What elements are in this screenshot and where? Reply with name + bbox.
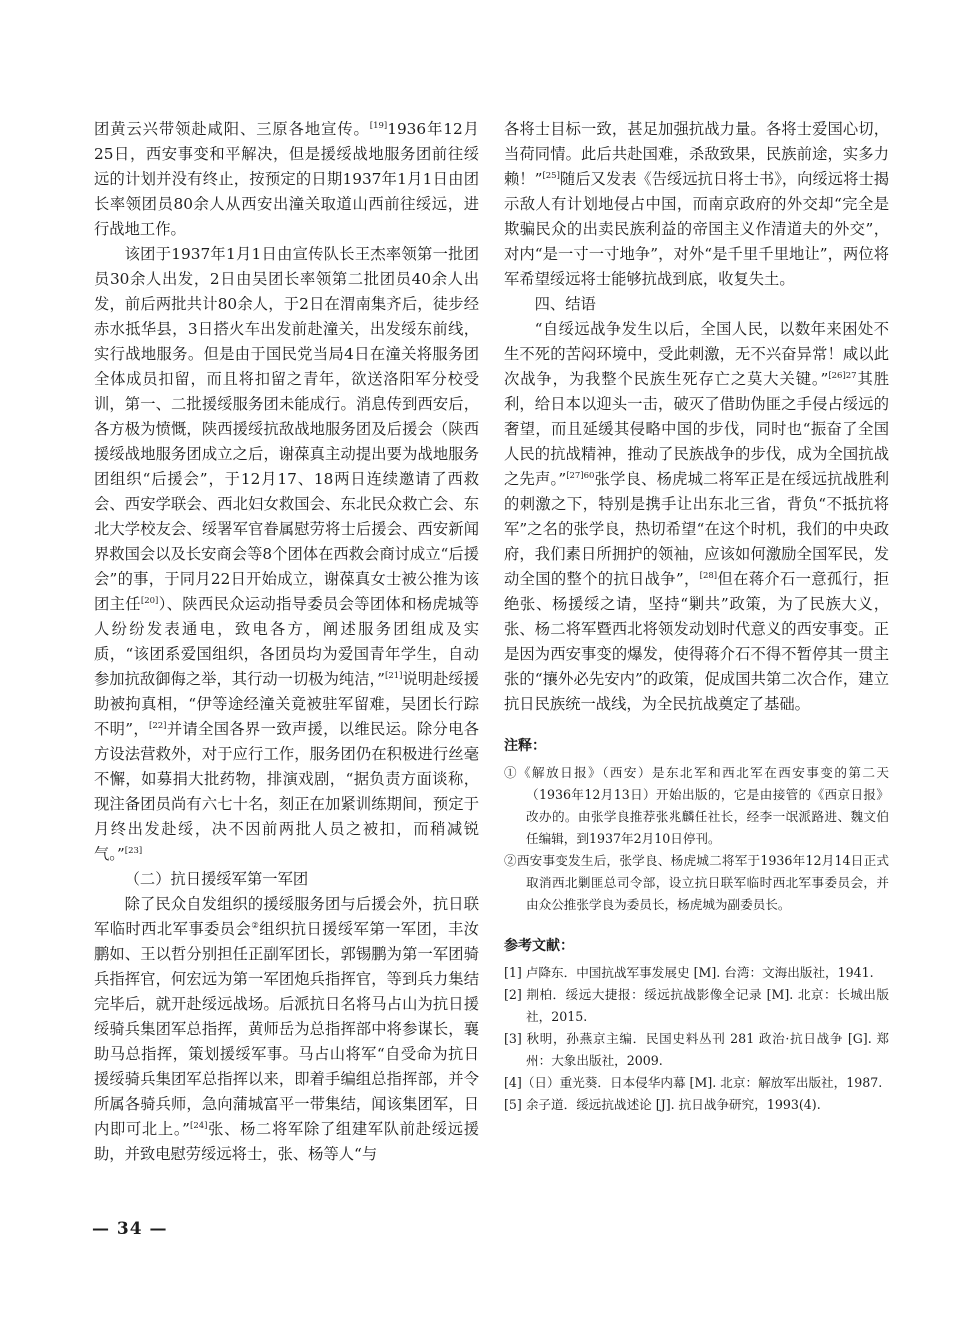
body-text: “自绥远战争发生以后，全国人民，以数年来困处不生不死的苦闷环境中，受此刺激，无不兴奋异常！咸以此次战争，为我整个民族生死存亡之莫大关键。” bbox=[504, 320, 889, 388]
section-heading: 四、结语 bbox=[534, 295, 596, 313]
citation-mark: [22] bbox=[149, 720, 167, 731]
citation-mark: [25] bbox=[542, 170, 560, 181]
body-text: 除了民众自发组织的援绥服务团与后援会外，抗日联军临时西北军事委员会 bbox=[94, 895, 479, 938]
body-text: 随后又发表《告绥远抗日将士书》，向绥远将士揭示敌人有计划地侵占中国，而南京政府的外交却“完全是欺骗民众的出卖民族利益的帝国主义作清道夫的外交”，对内“是一寸一寸地争”，对外“是千里千里地让”，两位将军希望绥远将士能够抗战到底，收复失土。 bbox=[504, 170, 889, 288]
citation-mark: [27]60 bbox=[566, 470, 595, 481]
citation-mark: [26]27 bbox=[828, 370, 857, 381]
citation-mark: [20] bbox=[140, 595, 159, 606]
body-text: 并请全国各界一致声援，以维民运。除分电各方设法营救外，对于应行工作，服务团仍在积极进行丝毫不懈，如募捐大批药物，排演戏剧，“据负责方面谈称，现注备团员尚有六七十名，刻正在加紧训练期间，预定于月终出发赴绥，决不因前两批人员之被扣，而稍减锐气。” bbox=[94, 720, 479, 863]
reference-item: [5] 余子道．绥远抗战述论 [J]. 抗日战争研究，1993(4). bbox=[504, 1097, 821, 1112]
citation-mark: [24] bbox=[190, 1120, 208, 1131]
subsection-heading: （二）抗日援绥军第一军团 bbox=[124, 870, 309, 888]
citation-mark: [21] bbox=[385, 670, 403, 681]
body-text: 张学良、杨虎城二将军正是在绥远抗战胜利的刺激之下，特别是携手让出东北三省，背负“不抵抗将军”之名的张学良，热切希望“在这个时机，我们的中央政府，我们素日所拥护的领袖，应该如何激励全国军民，发动全国的整个的抗日战争”， bbox=[504, 470, 889, 588]
paragraph bbox=[504, 117, 889, 292]
body-text: 其胜利，给日本以迎头一击，破灭了借助伪匪之手侵占绥远的奢望，而且延缓其侵略中国的步伐，同时也“振奋了全国人民的抗战精神，推动了民族战争的步伐，成为全国抗战之先声。” bbox=[504, 370, 889, 488]
paragraph bbox=[504, 317, 889, 717]
note-item: ①《解放日报》（西安）是东北军和西北军在西安事变的第二天（1936年12月13日）开始出版的，它是由接管的《西京日报》改办的。由张学良推荐张兆麟任社长，经李一氓派路进、魏文伯任编辑，到1937年2月10日停刊。 bbox=[504, 765, 889, 846]
reference-item: [4]（日）重光葵．日本侵华内幕 [M]. 北京：解放军出版社，1987. bbox=[504, 1075, 883, 1090]
right-column bbox=[504, 117, 889, 1116]
paragraph bbox=[94, 117, 479, 242]
reference-item: [1] 卢降东．中国抗战军事发展史 [M]. 台湾：文海出版社，1941. bbox=[504, 965, 874, 980]
reference-item: [3] 秋明，孙燕京主编．民国史料丛刊 281 政治·抗日战争 [G]. 郑州：大象出版社，2009. bbox=[504, 1031, 889, 1068]
citation-mark: [28] bbox=[699, 570, 718, 581]
reference-item: [2] 荆柏．绥远大捷报：绥远抗战影像全记录 [M]. 北京：长城出版社，2015. bbox=[504, 987, 889, 1024]
references-heading: 参考文献： bbox=[504, 938, 574, 954]
body-text: 说明赴绥援助被拘真相，“伊等途经潼关竟被驻军留难，吴团长行踪不明”， bbox=[94, 670, 479, 738]
body-text: 各将士目标一致，甚足加强抗战力量。各将士爱国心切，当荷同情。此后共赴国难，杀敌致果，民族前途，实多力赖！” bbox=[504, 120, 889, 188]
paragraph bbox=[94, 242, 479, 867]
paragraph bbox=[94, 892, 479, 1167]
notes-heading: 注释： bbox=[504, 738, 546, 754]
body-text: 该团于1937年1月1日由宣传队长王杰率领第一批团员30余人出发，2日由吴团长率领第二批团员40余人出发，前后两批共计80余人，于2日在渭南集齐后，徒步经赤水抵华县，3日搭火车出发前赴潼关，出发绥东前线，实行战地服务。但是由于国民党当局4日在潼关将服务团全体成员扣留，而且将扣留之青年，欲送洛阳军分校受训，第一、二批援绥服务团未能成行。消息传到西安后，各方极为愤慨，陕西援绥抗敌战地服务团及后援会（陕西援绥战地服务团成立之后，谢葆真主动提出要为战地服务团组织“后援会”，于12月17、18两日连续邀请了西救会、西安学联会、西北妇女救国会、东北民众救亡会、东北大学校友会、绥署军官眷属慰劳将士后援会、西安新闻界救国会以及长安商会等8个团体在西救会商讨成立“后援会”的事，于同月22日开始成立，谢葆真女士被公推为该团主任 bbox=[94, 245, 479, 613]
body-text: 张、杨二将军除了组建军队前赴绥远援助，并致电慰劳绥远将士，张、杨等人“与 bbox=[94, 1120, 479, 1163]
body-text: 组织抗日援绥军第一军团，丰汝鹏如、王以哲分别担任正副军团长，郭锡鹏为第一军团骑兵指挥官，何宏远为第一军团炮兵指挥官，等到兵力集结完毕后，就开赴绥远战场。后派抗日名将马占山为抗日援绥骑兵集团军总指挥，黄师岳为总指挥部中将参谋长，襄助马总指挥，策划援绥军事。马占山将军“自受命为抗日援绥骑兵集团军总指挥以来，即着手编组总指挥部，并令所属各骑兵师，急向蒲城富平一带集结，闻该集团军，日内即可北上。” bbox=[94, 920, 479, 1138]
page-number: — 34 — bbox=[92, 1219, 168, 1239]
body-text: 但在蒋介石一意孤行，拒绝张、杨援绥之请，坚持“剿共”政策，为了民族大义，张、杨二将军暨西北将领发动划时代意义的西安事变。正是因为西安事变的爆发，使得蒋介石不得不暂停其一贯主张的“攘外必先安内”的政策，促成国共第二次合作，建立抗日民族统一战线，为全民抗战奠定了基础。 bbox=[504, 570, 889, 713]
left-column bbox=[94, 117, 479, 1167]
body-text: ）、陕西民众运动指导委员会等团体和杨虎城等人纷纷发表通电，致电各方，阐述服务团组成及实质，“该团系爱国组织，各团员均为爱国青年学生，自动参加抗敌御侮之举，其行动一切极为纯洁，” bbox=[94, 595, 479, 688]
citation-mark: [23] bbox=[124, 845, 143, 856]
footnote-mark: ② bbox=[251, 920, 260, 931]
citation-mark: [19] bbox=[369, 120, 388, 131]
body-text: 1936年12月25日，西安事变和平解决，但是援绥战地服务团前往绥远的计划并没有终止，按预定的日期1937年1月1日由团长率领团员80余人从西安出潼关取道山西前往绥远，进行战地工作。 bbox=[94, 120, 479, 238]
note-item: ②西安事变发生后，张学良、杨虎城二将军于1936年12月14日正式取消西北剿匪总司令部，设立抗日联军临时西北军事委员会，并由众公推张学良为委员长，杨虎城为副委员长。 bbox=[504, 853, 889, 912]
body-text: 团黄云兴带领赴咸阳、三原各地宣传。 bbox=[94, 120, 370, 138]
